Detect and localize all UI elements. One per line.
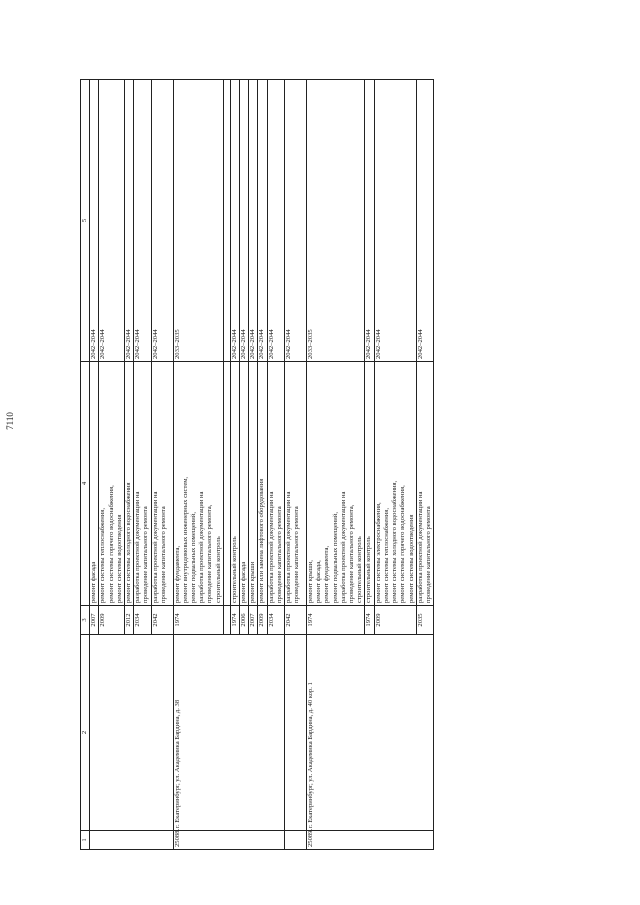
period-cell: 2042–2044: [258, 80, 267, 362]
work-cell: разработка проектной документации на проведение капитального ремонта: [416, 362, 433, 606]
year-cell: 1974: [307, 606, 365, 635]
address-cell: г. Екатеринбург, ул. Академика Бардина, д. 38: [173, 635, 284, 831]
period-cell: 2042–2044: [285, 80, 307, 362]
work-cell: ремонт фундамента, ремонт внутридомовых инженерных систем, ремонт подвальных помещений, разработка проектной документации на проведение капитального ремонта, строительный контроль: [173, 362, 223, 606]
period-cell: 2042–2044: [134, 80, 151, 362]
year-cell: 2042: [151, 606, 173, 635]
year-cell: 2007: [249, 606, 258, 635]
year-cell: 1974: [365, 606, 374, 635]
period-cell: 2033–2035: [173, 80, 223, 362]
column-header-2: 2: [81, 635, 90, 831]
work-cell: ремонт системы электроснабжения, ремонт системы теплоснабжения, ремонт системы холодного водоснабжения, ремонт системы горячего водоснабжения, ремонт системы водоотведения: [374, 362, 416, 606]
column-header-3: 3: [81, 606, 90, 635]
page-number: 7110: [5, 412, 15, 430]
table-row: [285, 80, 307, 850]
address-cell: [90, 635, 173, 831]
year-cell: 2009: [374, 606, 416, 635]
work-cell: ремонт фасада: [90, 362, 99, 606]
period-cell: 2042–2044: [240, 80, 249, 362]
period-cell: 2042–2044: [365, 80, 374, 362]
period-cell: 2042–2044: [99, 80, 125, 362]
year-cell: 1974: [173, 606, 223, 635]
year-cell: 2034: [267, 606, 284, 635]
year-cell: 2009: [258, 606, 267, 635]
row-number: 25089.: [307, 831, 434, 850]
work-cell: ремонт фасада: [240, 362, 249, 606]
header-row: [81, 80, 90, 850]
work-cell: строительный контроль: [230, 362, 239, 606]
work-cell: ремонт или замена лифтового оборудования: [258, 362, 267, 606]
year-cell: 2012: [125, 606, 134, 635]
year-cell: 2009: [99, 606, 125, 635]
year-cell: 2035: [416, 606, 433, 635]
work-cell: разработка проектной документации на проведение капитального ремонта: [151, 362, 173, 606]
table-row: [307, 80, 365, 850]
work-cell: ремонт системы теплоснабжения, ремонт системы горячего водоснабжения, ремонт системы водоотведения: [99, 362, 125, 606]
period-cell: 2042–2044: [230, 80, 239, 362]
period-cell: 2033–2035: [307, 80, 365, 362]
period-cell: 2042–2044: [90, 80, 99, 362]
repair-schedule-table: [80, 79, 434, 850]
work-cell: строительный контроль: [365, 362, 374, 606]
row-number: [90, 831, 173, 850]
rotated-page: [80, 80, 542, 850]
year-cell: 2006: [240, 606, 249, 635]
work-cell: разработка проектной документации на проведение капитального ремонта: [134, 362, 151, 606]
work-cell: ремонт крыши, ремонт фасада, ремонт фундамента, ремонт подвальных помещений, разработка проектной документации на проведение капитального ремонта, строительный контроль: [307, 362, 365, 606]
column-header-4: 4: [81, 362, 90, 606]
period-cell: 2042–2044: [374, 80, 416, 362]
work-cell: ремонт системы холодного водоснабжения: [125, 362, 134, 606]
period-cell: 2042–2044: [125, 80, 134, 362]
work-cell: разработка проектной документации на проведение капитального ремонта: [267, 362, 284, 606]
address-cell: г. Екатеринбург, ул. Академика Бардина, д. 40 кор. 1: [307, 635, 434, 831]
column-header-5: 5: [81, 80, 90, 362]
work-cell: разработка проектной документации на проведение капитального ремонта: [285, 362, 307, 606]
period-cell: 2042–2044: [249, 80, 258, 362]
year-cell: 1974: [230, 606, 239, 635]
year-cell: 2007: [90, 606, 99, 635]
column-header-1: 1: [81, 831, 90, 850]
year-cell: 2034: [134, 606, 151, 635]
year-cell: 2042: [285, 606, 307, 635]
table-row: [90, 80, 99, 850]
work-cell: ремонт крыши: [249, 362, 258, 606]
period-cell: 2042–2044: [416, 80, 433, 362]
row-number: 25088.: [173, 831, 284, 850]
period-cell: 2042–2044: [267, 80, 284, 362]
table-row: [173, 80, 223, 850]
period-cell: 2042–2044: [151, 80, 173, 362]
